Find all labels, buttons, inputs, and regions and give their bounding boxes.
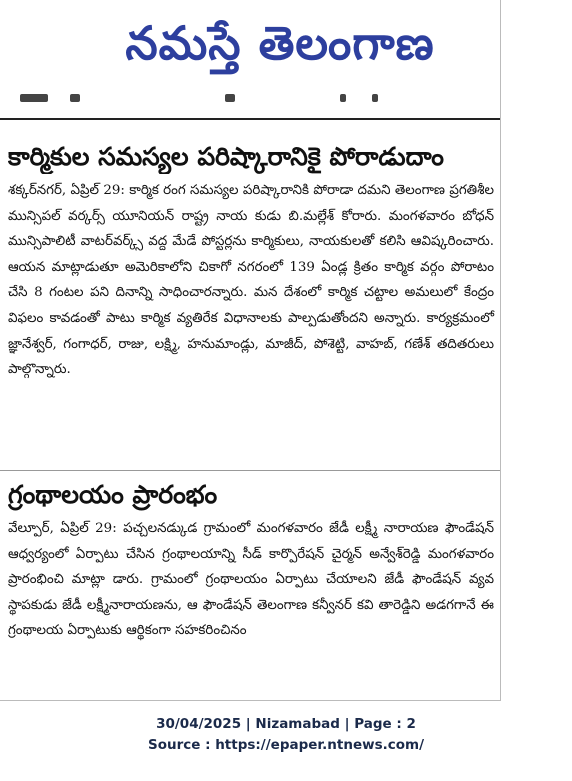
article-headline: గ్రంథాలయం ప్రారంభం bbox=[8, 480, 218, 509]
cut-off-text-strip bbox=[0, 92, 500, 106]
article-body: శక్కర్‌నగర్, ఏప్రిల్ 29: కార్మిక రంగ సమస్యల పరిష్కారానికి పోరాడా దమని తెలంగాణ ప్రగతిశీల మున్సిపల్ వర్కర్స్ యూనియన్ రాష్ట్ర నాయ కుడు బి.మల్లేశ్ కోరారు. మంగళవారం బోధన్ మున్సిపాలిటీ వాటర్‌వర్క్స్ వద్ద మేడే పోస్టర్లను కార్మికులు, నాయకులతో కలిసి ఆవిష్కరించారు. ఆయన మాట్లాడుతూ అమెరికాలోని చికాగో నగరంలో 139 ఏండ్ల క్రితం కార్మిక వర్గం పోరాటం చేసి 8 గంటల పని దినాన్ని సాధించారన్నారు. మన దేశంలో కార్మిక చట్టాల అమలులో కేంద్రం విఫలం కావడంతో పాటు కార్మిక వ్యతిరేక విధానాలకు పాల్పడుతోందని అన్నారు. కార్యక్రమంలో జ్ఞానేశ్వర్, గంగాధర్, రాజు, లక్ష్మి, హనుమాండ్లు, మాజీద్, పోశెట్టి, వాహబ్, గణేశ్ తదితరులు పాల్గొన్నారు. bbox=[8, 183, 494, 378]
footer-source-link[interactable]: Source : https://epaper.ntnews.com/ bbox=[147, 737, 425, 753]
article-divider bbox=[0, 470, 500, 471]
top-divider bbox=[0, 118, 500, 120]
article-headline: కార్మికుల సమస్యల పరిష్కారానికై పోరాడుదాం bbox=[8, 142, 444, 171]
article-workers bbox=[8, 140, 494, 383]
article-body: వేల్పూర్, ఏప్రిల్ 29: పచ్చలనడ్కుడ గ్రామంలో మంగళవారం జేడీ లక్ష్మీ నారాయణ ఫౌండేషన్ ఆధ్వర్యంలో ఏర్పాటు చేసిన గ్రంథాలయాన్ని సీడ్ కార్పొరేషన్ చైర్మన్ అన్వేశ్‌రెడ్డి మంగళవారం ప్రారంభించి మాట్లా డారు. గ్రామంలో గ్రంథాలయం ఏర్పాటు చేయాలని జేడీ ఫౌండేషన్ వ్యవ స్థాపకుడు జేడీ లక్ష్మీనారాయణను, ఆ ఫౌండేషన్ తెలంగాణ కన్వీనర్ కవి తారెడ్డిని అడగగానే ఈ గ్రంథాలయ ఏర్పాటుకు ఆర్థికంగా సహకరించినం bbox=[8, 521, 494, 639]
footer-date-edition: 30/04/2025 | Nizamabad | Page : 2 bbox=[156, 716, 416, 732]
newspaper-masthead: నమస్తే తెలంగాణ bbox=[125, 16, 435, 70]
source-footer bbox=[0, 714, 572, 756]
article-library bbox=[8, 478, 494, 686]
